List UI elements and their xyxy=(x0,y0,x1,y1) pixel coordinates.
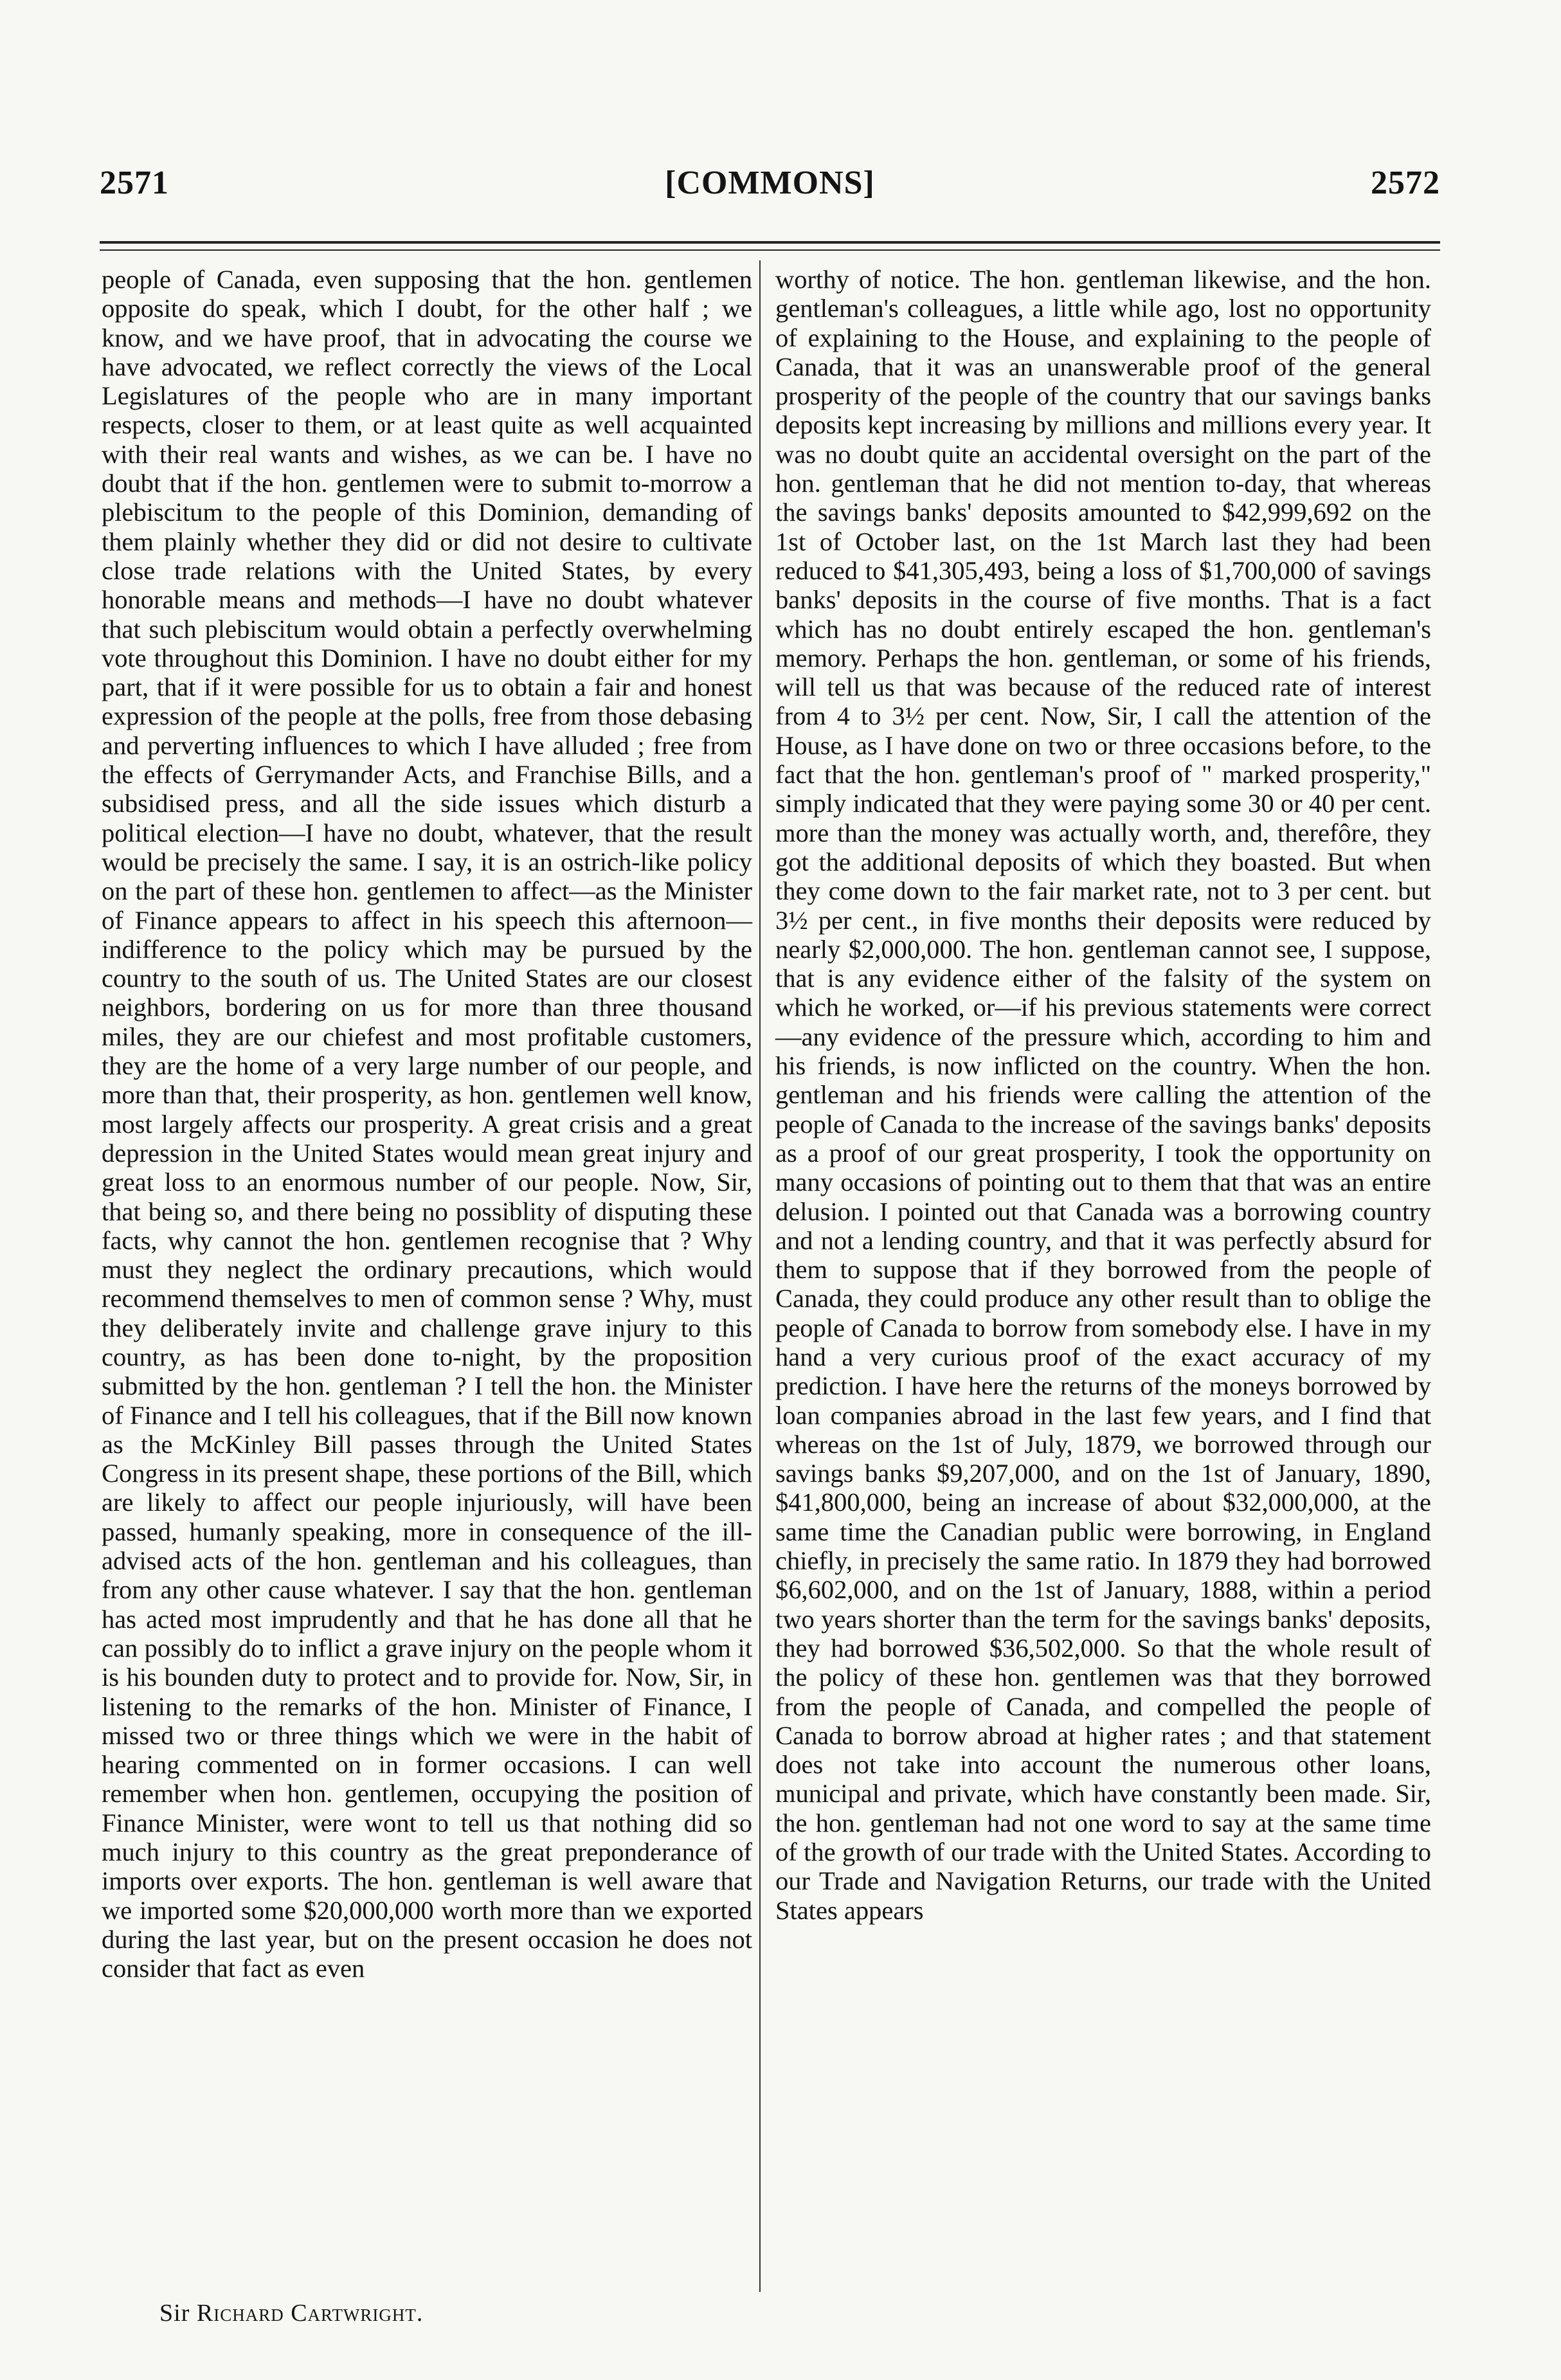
page-number-left: 2571 xyxy=(100,165,169,201)
speaker-prefix: Sir xyxy=(159,2300,190,2327)
header-rule-thin xyxy=(100,249,1440,251)
page-title: [COMMONS] xyxy=(665,165,875,201)
speaker-footer xyxy=(159,2299,423,2327)
speaker-name: Richard Cartwright. xyxy=(196,2300,424,2327)
right-column xyxy=(775,265,1431,1925)
column-divider xyxy=(759,260,761,2292)
left-column xyxy=(102,265,752,1983)
page-header xyxy=(100,164,1440,215)
left-column-text: people of Canada, even supposing that the hon. gentlemen opposite do speak, which I doubt, for the other half ; we know, and we have proof, that in advocating the course we have advocated, we reflect correctly the views of the Local Legislatures of the people who are in many important respects, closer to them, or at least quite as well acquainted with their real wants and wishes, as we can be. I have no doubt that if the hon. gentlemen were to submit to-morrow a plebiscitum to the people of this Dominion, demanding of them plainly whether they did or did not desire to cultivate close trade relations with the United States, by every honorable means and methods—I have no doubt whatever that such plebiscitum would obtain a perfectly overwhelming vote throughout this Dominion. I have no doubt either for my part, that if it were possible for us to obtain a fair and honest expression of the people at the polls, free from those debasing and perverting influences to which I have alluded ; free from the effects of Gerrymander Acts, and Franchise Bills, and a subsidised press, and all the side issues which disturb a political election—I have no doubt, whatever, that the result would be precisely the same. I say, it is an ostrich-like policy on the part of these hon. gentlemen to affect—as the Minister of Finance appears to affect in his speech this afternoon—indifference to the policy which may be pursued by the country to the south of us. The United States are our closest neighbors, bordering on us for more than three thousand miles, they are our chiefest and most profitable customers, they are the home of a very large number of our people, and more than that, their prosperity, as hon. gentlemen well know, most largely affects our prosperity. A great crisis and a great depression in the United States would mean great injury and great loss to an enormous number of our people. Now, Sir, that being so, and there being no possiblity of disputing these facts, why cannot the hon. gentlemen recognise that ? Why must they neglect the ordinary precautions, which would recommend themselves to men of common sense ? Why, must they deliberately invite and challenge grave injury to this country, as has been done to-night, by the proposition submitted by the hon. gentleman ? I tell the hon. the Minister of Finance and I tell his colleagues, that if the Bill now known as the McKinley Bill passes through the United States Congress in its present shape, these portions of the Bill, which are likely to affect our people injuriously, will have been passed, humanly speaking, more in consequence of the ill-advised acts of the hon. gentleman and his colleagues, than from any other cause whatever. I say that the hon. gentleman has acted most imprudently and that he has done all that he can possibly do to inflict a grave injury on the people whom it is his bounden duty to protect and to provide for. Now, Sir, in listening to the remarks of the hon. Minister of Finance, I missed two or three things which we were in the habit of hearing commented on in former occasions. I can well remember when hon. gentlemen, occupying the position of Finance Minister, were wont to tell us that nothing did so much injury to this country as the great preponderance of imports over exports. The hon. gentleman is well aware that we imported some $20,000,000 worth more than we exported during the last year, but on the present occasion he does not consider that fact as even xyxy=(102,265,752,1983)
header-rule-thick xyxy=(100,241,1440,244)
page-number-right: 2572 xyxy=(1371,165,1440,201)
right-column-text: worthy of notice. The hon. gentleman likewise, and the hon. gentleman's colleagues, a little while ago, lost no opportunity of explaining to the House, and explaining to the people of Canada, that it was an unanswerable proof of the general prosperity of the people of the country that our savings banks deposits kept increasing by millions and millions every year. It was no doubt quite an accidental oversight on the part of the hon. gentleman that he did not mention to-day, that whereas the savings banks' deposits amounted to $42,999,692 on the 1st of October last, on the 1st March last they had been reduced to $41,305,493, being a loss of $1,700,000 of savings banks' deposits in the course of five months. That is a fact which has no doubt entirely escaped the hon. gentleman's memory. Perhaps the hon. gentleman, or some of his friends, will tell us that was because of the reduced rate of interest from 4 to 3½ per cent. Now, Sir, I call the attention of the House, as I have done on two or three occasions before, to the fact that the hon. gentleman's proof of " marked prosperity," simply indicated that they were paying some 30 or 40 per cent. more than the money was actually worth, and, therefôre, they got the additional deposits of which they boasted. But when they come down to the fair market rate, not to 3 per cent. but 3½ per cent., in five months their deposits were reduced by nearly $2,000,000. The hon. gentleman cannot see, I suppose, that is any evidence either of the falsity of the system on which he worked, or—if his previous statements were correct—any evidence of the pressure which, according to him and his friends, is now inflicted on the country. When the hon. gentleman and his friends were calling the attention of the people of Canada to the increase of the savings banks' deposits as a proof of our great prosperity, I took the opportunity on many occasions of pointing out to them that that was an entire delusion. I pointed out that Canada was a borrowing country and not a lending country, and that it was perfectly absurd for them to suppose that if they borrowed from the people of Canada, they could produce any other result than to oblige the people of Canada to borrow from somebody else. I have in my hand a very curious proof of the exact accuracy of my prediction. I have here the returns of the moneys borrowed by loan companies abroad in the last few years, and I find that whereas on the 1st of July, 1879, we borrowed through our savings banks $9,207,000, and on the 1st of January, 1890, $41,800,000, being an increase of about $32,000,000, at the same time the Canadian public were borrowing, in England chiefly, in precisely the same ratio. In 1879 they had borrowed $6,602,000, and on the 1st of January, 1888, within a period two years shorter than the term for the savings banks' deposits, they had borrowed $36,502,000. So that the whole result of the policy of these hon. gentlemen was that they borrowed from the people of Canada, and compelled the people of Canada to borrow abroad at higher rates ; and that statement does not take into account the numerous other loans, municipal and private, which have constantly been made. Sir, the hon. gentleman had not one word to say at the same time of the growth of our trade with the United States. According to our Trade and Navigation Returns, our trade with the United States appears xyxy=(775,265,1431,1925)
